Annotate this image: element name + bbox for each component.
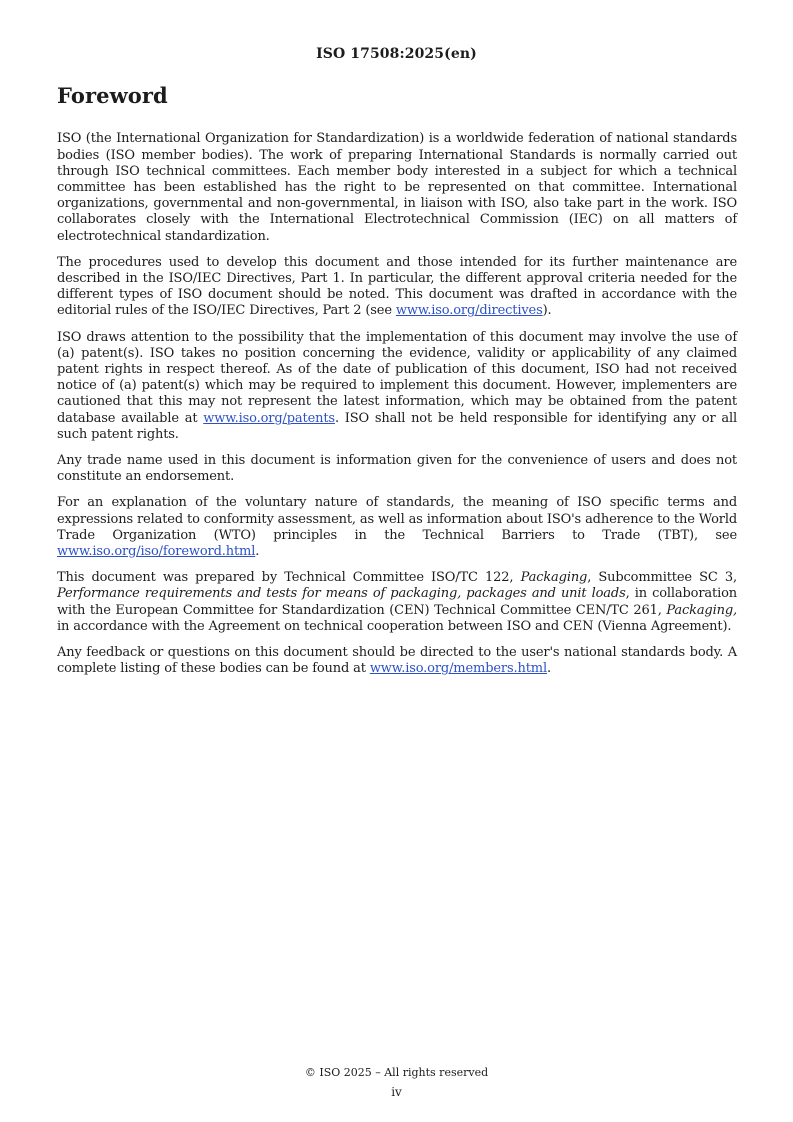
paragraph-committee [57, 570, 737, 635]
paragraph-text: , Subcommittee SC 3, [587, 570, 737, 586]
paragraph-procedures [57, 255, 737, 320]
paragraph-text: . [255, 543, 260, 559]
document-header: ISO 17508:2025(en) [316, 46, 477, 62]
paragraph-text: ISO (the International Organization for Standardization) is a worldwide federation of national standards bodies (ISO member bodies). The work of preparing International Standards is normally carried out through ISO technical committees. Each member body interested in a subject for which a technical committee has been established has the right to be represented on that committee. International organizations, governmental and non-governmental, in liaison with ISO, also take part in the work. ISO collaborates closely with the International Electrotechnical Commission (IEC) on all matters of electrotechnical standardization. [57, 131, 737, 244]
paragraph-text: , in collaboration with the European Committee for Standardization (CEN) Technical Committee CEN/TC 261, [57, 586, 737, 618]
paragraph-trade-name [57, 453, 737, 485]
subcommittee-name-italic: Performance requirements and tests for means of packaging, packages and unit loads [57, 586, 626, 602]
paragraph-iso-intro [57, 131, 737, 244]
paragraph-patents [57, 330, 737, 443]
foreword-link[interactable]: www.iso.org/iso/foreword.html [57, 543, 256, 559]
directives-link[interactable]: www.iso.org/directives [395, 303, 543, 319]
paragraph-text: in accordance with the Agreement on technical cooperation between ISO and CEN (Vienna Agreement). [57, 618, 732, 634]
paragraph-text: . ISO shall not be held responsible for identifying any or all such patent rights. [57, 410, 738, 442]
paragraph-text: ISO draws attention to the possibility that the implementation of this document may involve the use of (a) patent(s). ISO takes no position concerning the evidence, validity or applicability of any claimed patent rights in respect thereof. As of the date of publication of this document, ISO had not received notice of (a) patent(s) which may be required to implement this document. However, implementers are cautioned that this may not represent the latest information, which may be obtained from the patent database available at [57, 329, 737, 426]
paragraph-voluntary-nature [57, 495, 737, 560]
members-link[interactable]: www.iso.org/members.html [369, 661, 547, 677]
document-body [57, 82, 737, 687]
cen-committee-name-italic: Packaging, [666, 602, 737, 618]
patents-link[interactable]: www.iso.org/patents [203, 410, 335, 426]
committee-name-italic: Packaging [520, 570, 588, 586]
paragraph-text: ). [542, 303, 552, 319]
section-title: Foreword [57, 83, 168, 108]
copyright-notice: © ISO 2025 – All rights reserved [304, 1066, 489, 1079]
paragraph-feedback [57, 645, 737, 677]
paragraph-text: . [546, 661, 551, 677]
paragraph-text: Any feedback or questions on this document should be directed to the user's national standards body. A complete listing of these bodies can be found at [57, 644, 737, 677]
paragraph-text: Any trade name used in this document is information given for the convenience of users and does not constitute an endorsement. [57, 452, 737, 485]
paragraph-text: The procedures used to develop this document and those intended for its further maintenance are described in the ISO/IEC Directives, Part 1. In particular, the different approval criteria needed for the different types of ISO document should be noted. This document was drafted in accordance with the editorial rules of the ISO/IEC Directives, Part 2 (see [57, 254, 737, 319]
page-number: iv [391, 1085, 402, 1099]
paragraph-text: For an explanation of the voluntary nature of standards, the meaning of ISO specific terms and expressions related to conformity assessment, as well as information about ISO's adherence to the World Trade Organization (WTO) principles in the Technical Barriers to Trade (TBT), see [57, 495, 737, 543]
paragraph-text: This document was prepared by Technical Committee ISO/TC 122, [57, 570, 521, 586]
